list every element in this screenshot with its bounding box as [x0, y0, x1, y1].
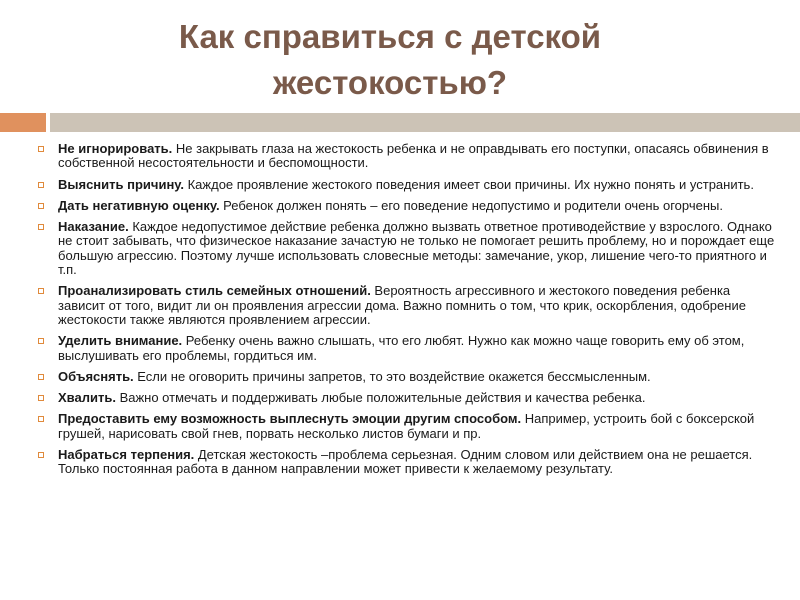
list-item	[38, 370, 780, 384]
bullet-list	[38, 142, 780, 484]
square-bullet-icon	[38, 224, 44, 230]
item-text: Вероятность агрессивного и жестокого поведения ребенка зависит от того, видит ли он проявления агрессии дома. Важно помнить о том, что крик, оскорбления, одобрение жестокости также являются проявлением агрессии.	[58, 283, 746, 327]
item-title: Наказание.	[58, 219, 129, 235]
item-title: Хвалить.	[58, 390, 116, 406]
accent-bar-right	[50, 113, 800, 132]
list-item	[38, 334, 780, 363]
item-text: Не закрывать глаза на жестокость ребенка и не оправдывать его поступки, опасаясь обвинения в собственной несостоятельности и беспомощности.	[58, 141, 769, 171]
item-title: Проанализировать стиль семейных отношений.	[58, 283, 371, 299]
list-item	[38, 412, 780, 441]
item-text: Каждое недопустимое действие ребенка должно вызвать ответное противодействие у взрослого. Однако не стоит забывать, что физическое наказание зачастую не только не помогает решить проблему, но и порождает еще большую агрессию. Поэтому лучше использовать словесные методы: замечание, укор, лишение чего-то приятного и т.п.	[58, 219, 775, 278]
item-text: Детская жестокость –проблема серьезная. Одним словом или действием она не решается. Только постоянная работа в данном направлении может привести к желаемому результату.	[58, 447, 753, 477]
square-bullet-icon	[38, 452, 44, 458]
accent-bar-left	[0, 113, 46, 132]
item-title: Выяснить причину.	[58, 176, 184, 192]
square-bullet-icon	[38, 182, 44, 188]
item-title: Набраться терпения.	[58, 447, 195, 463]
square-bullet-icon	[38, 395, 44, 401]
item-text: Если не оговорить причины запретов, то это воздействие окажется бессмысленным.	[133, 368, 651, 384]
item-text: Важно отмечать и поддерживать любые положительные действия и качества ребенка.	[115, 390, 646, 406]
list-item	[38, 199, 780, 213]
item-title: Уделить внимание.	[58, 333, 183, 349]
item-text: Ребенку очень важно слышать, что его любят. Нужно как можно чаще говорить ему об этом, выслушивать его проблемы, гордиться им.	[58, 333, 745, 363]
square-bullet-icon	[38, 338, 44, 344]
item-title: Дать негативную оценку.	[58, 197, 220, 213]
item-title: Предоставить ему возможность выплеснуть эмоции другим способом.	[58, 411, 522, 427]
list-item	[38, 220, 780, 277]
item-text: Например, устроить бой с боксерской грушей, нарисовать свой гнев, порвать несколько листов бумаги и пр.	[58, 411, 755, 441]
slide-title: Как справиться с детской жестокостью?	[178, 18, 602, 101]
item-text: Каждое проявление жестокого поведения имеет свои причины. Их нужно понять и устранить.	[184, 176, 754, 192]
square-bullet-icon	[38, 416, 44, 422]
square-bullet-icon	[38, 146, 44, 152]
list-item	[38, 284, 780, 327]
list-item	[38, 178, 780, 192]
square-bullet-icon	[38, 374, 44, 380]
item-title: Объяснять.	[58, 368, 134, 384]
item-text: Ребенок должен понять – его поведение недопустимо и родители очень огорчены.	[219, 197, 723, 213]
list-item	[38, 448, 780, 477]
item-title: Не игнорировать.	[58, 141, 173, 156]
list-item	[38, 142, 780, 171]
square-bullet-icon	[38, 203, 44, 209]
list-item	[38, 391, 780, 405]
square-bullet-icon	[38, 288, 44, 294]
